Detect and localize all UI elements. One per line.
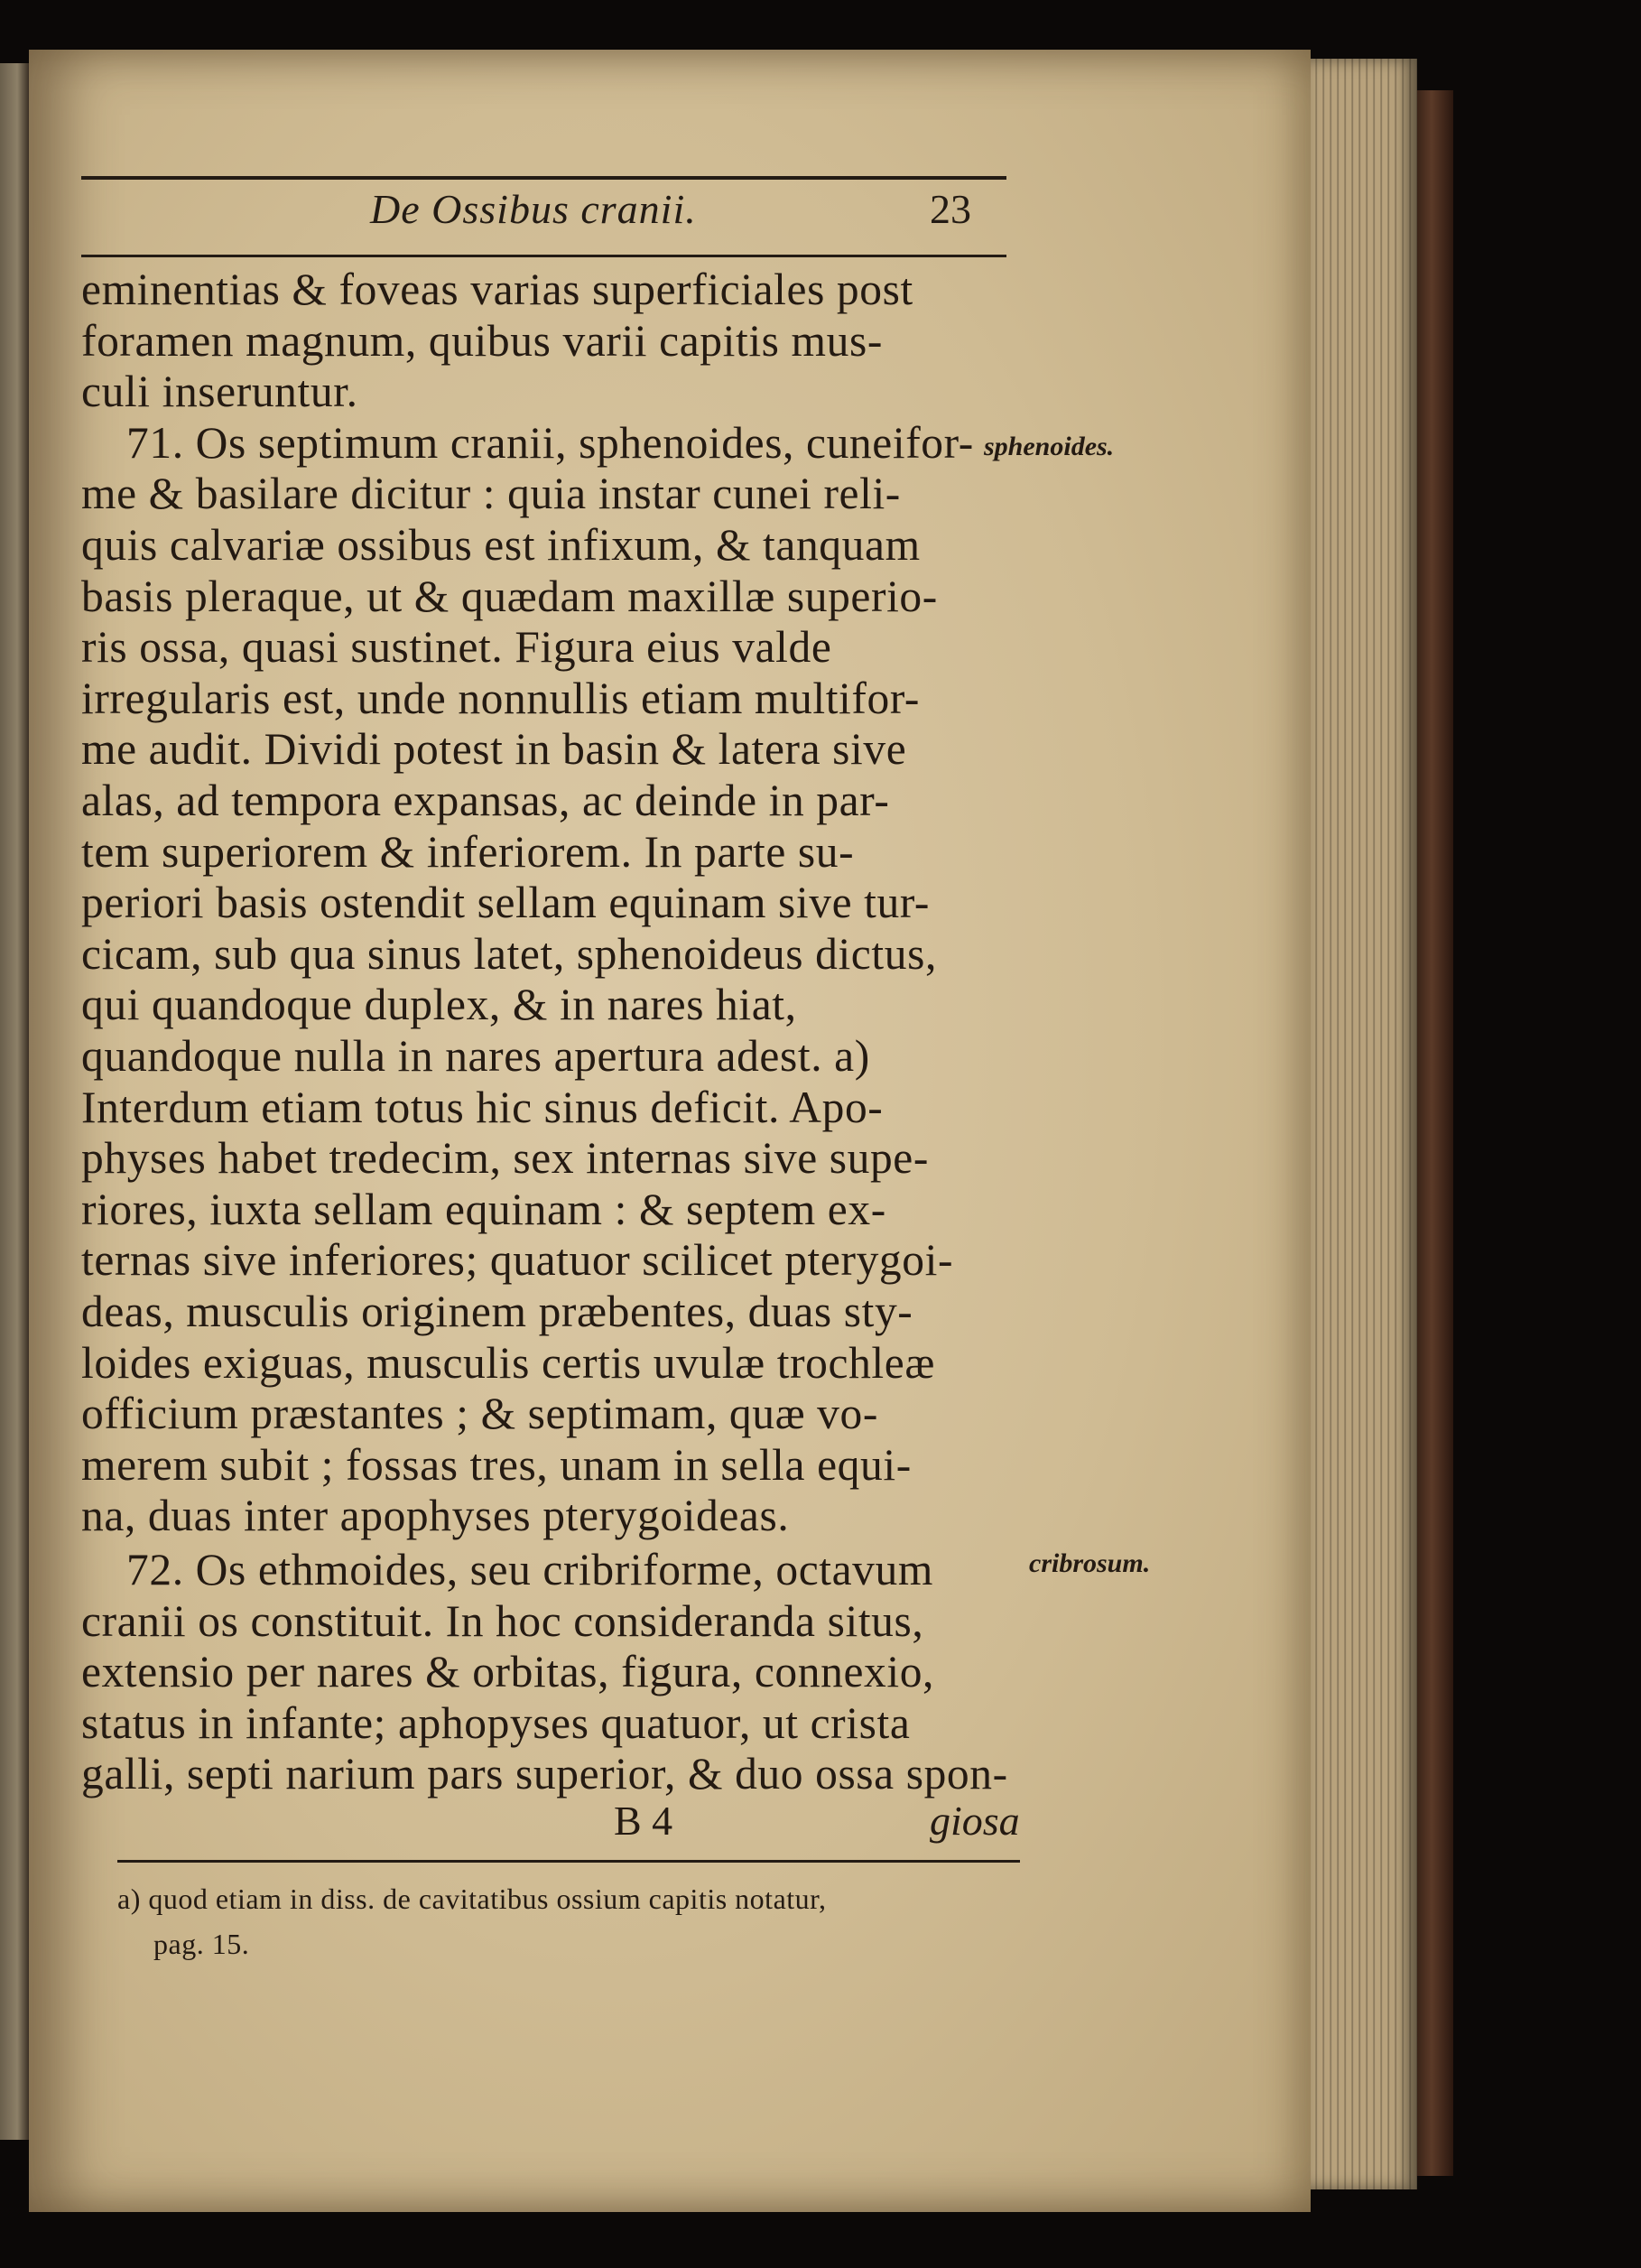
body-line: quandoque nulla in nares apertura adest. a) [81, 1031, 870, 1081]
page-stack-edge [1311, 59, 1417, 2189]
body-line: merem subit ; fossas tres, unam in sella equi- [81, 1439, 912, 1490]
body-line: ternas sive inferiores; quatuor scilicet pterygoi- [81, 1235, 954, 1286]
body-line: cicam, sub qua sinus latet, sphenoideus dictus, [81, 928, 937, 979]
footnote-line-2: pag. 15. [153, 1928, 250, 1960]
body-line: me audit. Dividi potest in basin & latera sive [81, 724, 907, 775]
body-line: loides exiguas, musculis certis uvulæ trochleæ [81, 1337, 935, 1388]
body-line: physes habet tredecim, sex internas sive supe- [81, 1133, 929, 1184]
body-line: foramen magnum, quibus varii capitis mus- [81, 315, 883, 366]
body-line: me & basilare dicitur : quia instar cunei reli- [81, 469, 901, 519]
page-number: 23 [930, 186, 971, 232]
body-line: basis pleraque, ut & quædam maxillæ superio- [81, 571, 938, 621]
body-line: galli, septi narium pars superior, & duo ossa spon- [81, 1749, 1008, 1799]
running-head: De Ossibus cranii. [370, 186, 697, 232]
body-line: riores, iuxta sellam equinam : & septem ex- [81, 1184, 886, 1234]
left-page-edge [0, 63, 29, 2140]
signature-mark: B 4 [614, 1798, 673, 1844]
body-line: quis calvariæ ossibus est infixum, & tanquam [81, 520, 921, 570]
body-line: 71. Os septimum cranii, sphenoides, cuneifor- [126, 417, 974, 468]
body-line: deas, musculis originem præbentes, duas sty- [81, 1287, 913, 1336]
body-line: irregularis est, unde nonnullis etiam multifor- [81, 673, 921, 723]
margin-note-cribrosum: cribrosum. [1029, 1548, 1151, 1578]
body-line: status in infante; aphopyses quatuor, ut crista [81, 1697, 911, 1748]
footnote-rule [117, 1860, 1020, 1863]
body-line: periori basis ostendit sellam equinam sive tur- [81, 878, 931, 928]
footnote-line-1: a) quod etiam in diss. de cavitatibus ossium capitis notatur, [117, 1882, 827, 1915]
body-line: ris ossa, quasi sustinet. Figura eius valde [81, 622, 832, 673]
body-line: officium præstantes ; & septimam, quæ vo- [81, 1389, 878, 1439]
body-line: qui quandoque duplex, & in nares hiat, [81, 980, 797, 1030]
body-line: 72. Os ethmoides, seu cribriforme, octavum [126, 1545, 933, 1594]
body-line: cranii os constituit. In hoc consideranda situs, [81, 1595, 924, 1646]
body-line: na, duas inter apophyses pterygoideas. [81, 1491, 790, 1541]
catchword: giosa [930, 1798, 1020, 1844]
margin-note-sphenoides: sphenoides. [984, 432, 1115, 461]
header-top-rule [81, 176, 1006, 180]
book-cover-edge [1417, 90, 1453, 2176]
body-line: eminentias & foveas varias superficiales post [81, 265, 913, 314]
body-line: Interdum etiam totus hic sinus deficit. Apo- [81, 1082, 884, 1132]
body-line: culi inseruntur. [81, 367, 358, 417]
body-line: extensio per nares & orbitas, figura, connexio, [81, 1647, 935, 1697]
body-line: alas, ad tempora expansas, ac deinde in par- [81, 776, 890, 825]
body-line: tem superiorem & inferiorem. In parte su- [81, 826, 855, 877]
header-bottom-rule [81, 255, 1006, 257]
